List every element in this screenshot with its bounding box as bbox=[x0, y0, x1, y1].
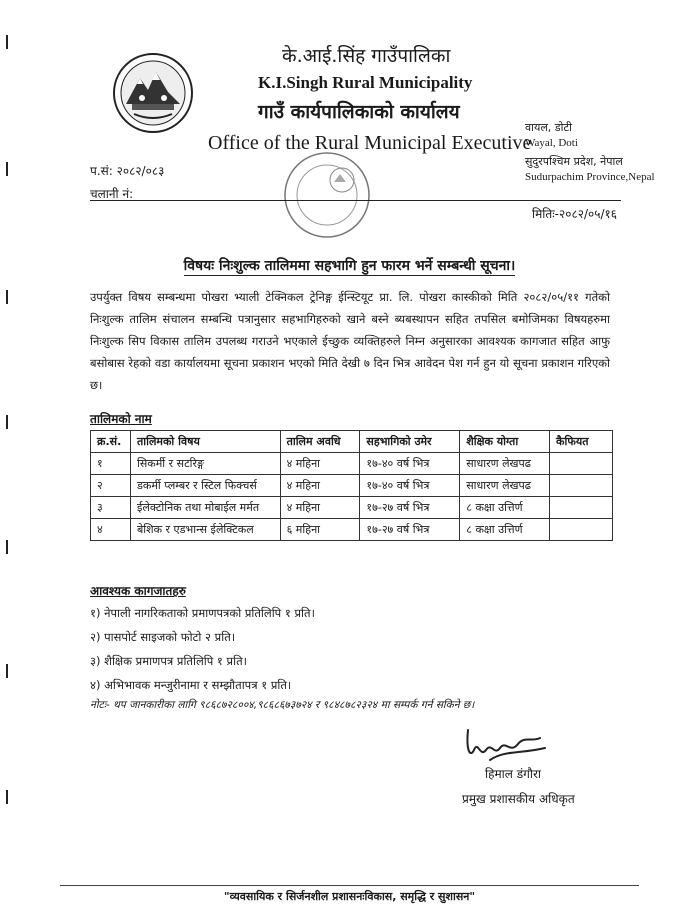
address-line: Sudurpachim Province,Nepal bbox=[525, 171, 655, 183]
table-cell: ४ महिना bbox=[280, 497, 360, 519]
table-cell: ३ bbox=[91, 497, 131, 519]
table-header-row bbox=[91, 431, 613, 453]
contact-note: नोटः- थप जानकारीका लागि ९८६८७२८००४,९८६८६७३७२४ र ९८४८७८२३२४ मा सम्पर्क गर्न सकिने छ। bbox=[90, 699, 475, 711]
handwritten-signature bbox=[460, 720, 550, 765]
office-stamp bbox=[282, 150, 372, 240]
table-cell: ६ महिना bbox=[280, 519, 360, 541]
scan-mark bbox=[6, 790, 8, 804]
table-cell bbox=[550, 475, 613, 497]
table-header-cell: शैक्षिक योग्ता bbox=[460, 431, 550, 453]
table-header-cell: तालिम अवधि bbox=[280, 431, 360, 453]
notice-body: उपर्युक्त विषय सम्बन्धमा पोखरा भ्याली टेक्निकल ट्रेनिङ्ग ईन्स्टियूट प्रा. लि. पोखरा कास्कीको मिति २०८२/०५/११ गतेको निःशुल्क तालिम संचालन सम्बन्धि पत्रानुसार सहभागिहरुको खाने बस्ने ब्यबस्थापन सहित तपसिल बमोजिमका विषयहरुमा निःशुल्क सिप विकास तालिम उपलब्ध गराउने भएकाले ईच्छुक व्यक्तिहरुले निम्न अनुसारका आवश्यक कागजात सहित आफु बसोबास रेहको वडा कार्यालयमा सूचना प्रकाशन भएको मिति देखी ७ दिन भित्र आवेदन पेश गर्न हुन यो सूचना प्रकाशन गरिएको छ। bbox=[90, 290, 610, 392]
table-cell: साधारण लेखपढ bbox=[460, 475, 550, 497]
table-row bbox=[91, 497, 613, 519]
footer-slogan: "व्यवसायिक र सिर्जनशील प्रशासनःविकास, समृद्धि र सुशासन" bbox=[223, 890, 476, 903]
table-cell: ४ महिना bbox=[280, 475, 360, 497]
notice-subject bbox=[0, 256, 699, 275]
signatory-name: हिमाल डंगौरा bbox=[485, 767, 542, 781]
office-name-en: Office of the Rural Municipal Executive bbox=[208, 132, 532, 154]
dispatch-number: चलानी नं: bbox=[90, 187, 134, 201]
table-cell: १७-२७ वर्ष भित्र bbox=[360, 497, 460, 519]
scan-mark bbox=[6, 540, 8, 554]
footer-divider bbox=[60, 885, 639, 886]
issue-date: मितिः-२०८२/०५/१६ bbox=[532, 207, 617, 221]
document-item: ३) शैक्षिक प्रमाणपत्र प्रतिलिपि १ प्रति। bbox=[90, 654, 247, 668]
table-cell: ८ कक्षा उत्तिर्ण bbox=[460, 497, 550, 519]
table-header-cell: सहभागिको उमेर bbox=[360, 431, 460, 453]
municipality-name-np: के.आई.सिंह गाउँपालिका bbox=[282, 45, 451, 67]
table-cell: डकर्मी प्लम्बर र स्टिल फिक्चर्स bbox=[130, 475, 280, 497]
table-cell: १७-२७ वर्ष भित्र bbox=[360, 519, 460, 541]
training-section-title: तालिमको नाम bbox=[90, 412, 152, 426]
table-row bbox=[91, 519, 613, 541]
document-item: ४) अभिभावक मन्जुरीनामा र सम्झौतापत्र १ प्रति। bbox=[90, 678, 292, 692]
table-cell: १ bbox=[91, 453, 131, 475]
table-row bbox=[91, 453, 613, 475]
scan-mark bbox=[6, 415, 8, 429]
table-cell bbox=[550, 453, 613, 475]
table-cell: १७-४० वर्ष भित्र bbox=[360, 475, 460, 497]
municipality-name-en: K.I.Singh Rural Municipality bbox=[258, 73, 473, 92]
table-cell: ८ कक्षा उत्तिर्ण bbox=[460, 519, 550, 541]
table-cell: साधारण लेखपढ bbox=[460, 453, 550, 475]
table-cell: २ bbox=[91, 475, 131, 497]
table-header-cell: कैफियत bbox=[550, 431, 613, 453]
table-cell bbox=[550, 519, 613, 541]
table-header-cell: तालिमको विषय bbox=[130, 431, 280, 453]
table-cell: १७-४० वर्ष भित्र bbox=[360, 453, 460, 475]
address-line: सुदुरपश्चिम प्रदेश, नेपाल bbox=[525, 155, 623, 168]
signatory-title: प्रमुख प्रशासकीय अधिकृत bbox=[462, 792, 575, 806]
table-row bbox=[91, 475, 613, 497]
address-line: वायल, डोटी bbox=[525, 121, 572, 134]
table-cell: सिकर्मी र सटरिङ्ग bbox=[130, 453, 280, 475]
training-table bbox=[90, 430, 613, 541]
table-cell: ४ महिना bbox=[280, 453, 360, 475]
document-item: १) नेपाली नागरिकताको प्रमाणपत्रको प्रतिलिपि १ प्रति। bbox=[90, 606, 315, 620]
address-line: Wayal, Doti bbox=[525, 137, 578, 149]
document-item: २) पासपोर्ट साइजको फोटो २ प्रति। bbox=[90, 630, 236, 644]
table-cell bbox=[550, 497, 613, 519]
table-cell: बेशिक र एडभान्स ईलेक्टिकल bbox=[130, 519, 280, 541]
office-name-np: गाउँ कार्यपालिकाको कार्यालय bbox=[258, 101, 460, 123]
letter-number: प.सं: २०८२/०८३ bbox=[90, 164, 165, 178]
subject-text: विषयः निःशुल्क तालिममा सहभागि हुन फारम भर्ने सम्बन्धी सूचना। bbox=[183, 258, 516, 274]
scan-mark bbox=[6, 35, 8, 49]
scan-mark bbox=[6, 162, 8, 176]
table-cell: ईलेक्टोनिक तथा मोबाईल मर्मत bbox=[130, 497, 280, 519]
scan-mark bbox=[6, 664, 8, 678]
documents-section-title: आवश्यक कागजातहरु bbox=[90, 584, 186, 598]
scan-mark bbox=[6, 290, 8, 304]
nepal-emblem-logo bbox=[112, 52, 194, 134]
header-divider bbox=[90, 200, 621, 201]
table-header-cell: क्र.सं. bbox=[91, 431, 131, 453]
table-cell: ४ bbox=[91, 519, 131, 541]
